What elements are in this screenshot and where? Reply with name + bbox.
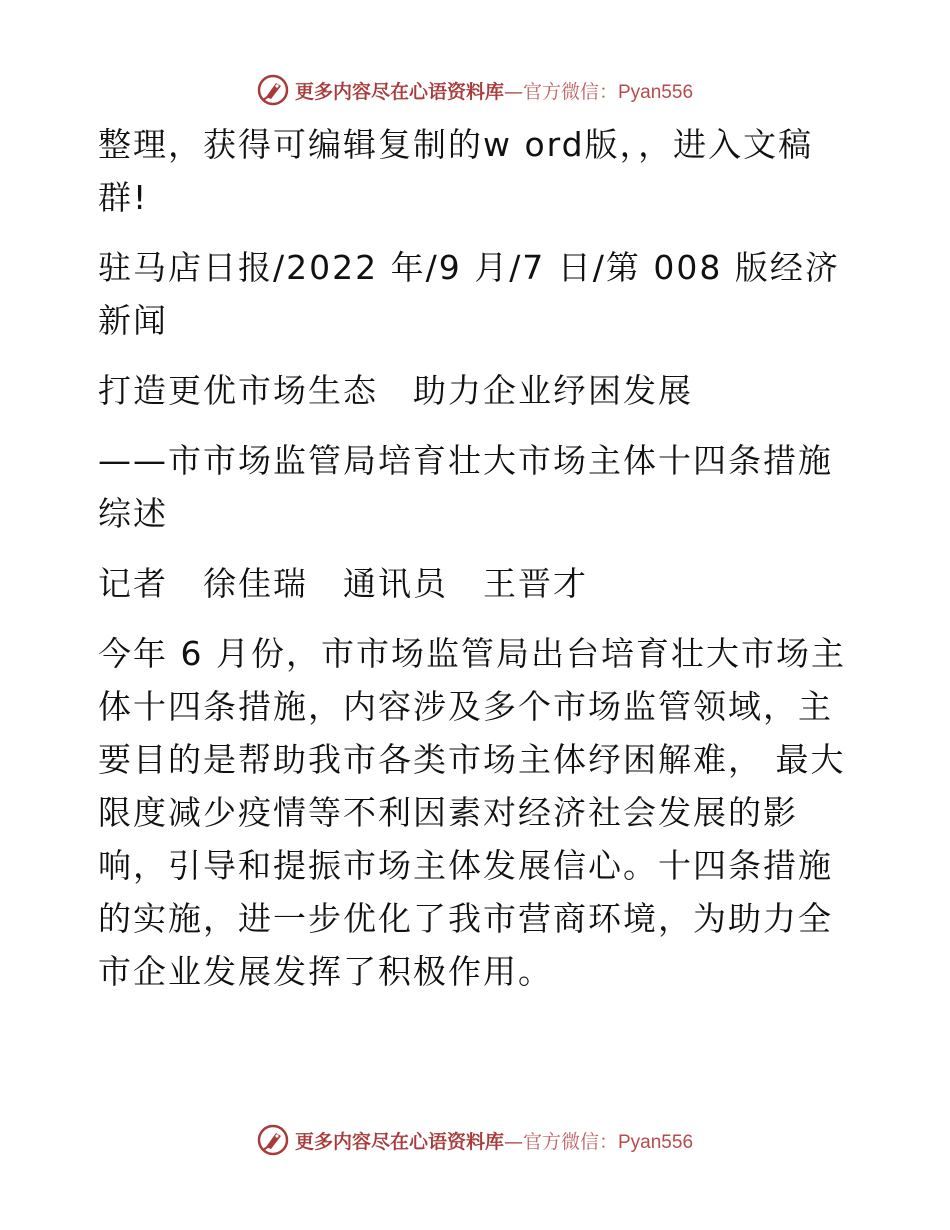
article-subtitle: ——市市场监管局培育壮大市场主体十四条措施综述 — [98, 441, 833, 533]
pen-nib-logo-icon — [257, 74, 289, 106]
footer-banner — [0, 1120, 950, 1160]
byline: 记者 徐佳瑞 通讯员 王晋才 — [98, 564, 588, 603]
banner-site-name: 更多内容尽在心语资料库 — [294, 80, 504, 103]
pen-nib-logo-icon — [257, 1124, 289, 1156]
banner-site-name: 更多内容尽在心语资料库 — [294, 1130, 504, 1153]
source-line: 驻马店日报/2022 年/9 月/7 日/第 008 版经济新闻 — [98, 248, 840, 340]
header-banner — [0, 70, 950, 110]
body-paragraph: 今年 6 月份，市市场监管局出台培育壮大市场主体十四条措施，内容涉及多个市场监管领域，主要目的是帮助我市各类市场主体纾困解难， 最大限度减少疫情等不利因素对经济社会发展的影响，引导和提振市场主体发展信心。十四条措施的实施，进一步优化了我市营商环境，为助力全市企业发展发挥了积极作用。 — [98, 634, 846, 991]
banner-text — [295, 1127, 693, 1154]
document-body — [98, 118, 858, 1015]
banner-wechat-label: 官方微信： — [522, 1130, 618, 1153]
banner-wechat-id: Pyan556 — [618, 1131, 694, 1153]
article-title: 打造更优市场生态 助力企业纾困发展 — [98, 371, 693, 410]
banner-wechat-id: Pyan556 — [618, 81, 694, 103]
banner-separator: — — [503, 80, 523, 103]
intro-note: 整理，获得可编辑复制的w ord版，，进入文稿群! — [98, 125, 814, 217]
banner-separator: — — [503, 1130, 523, 1153]
banner-wechat-label: 官方微信： — [522, 80, 618, 103]
banner-text — [295, 77, 693, 104]
